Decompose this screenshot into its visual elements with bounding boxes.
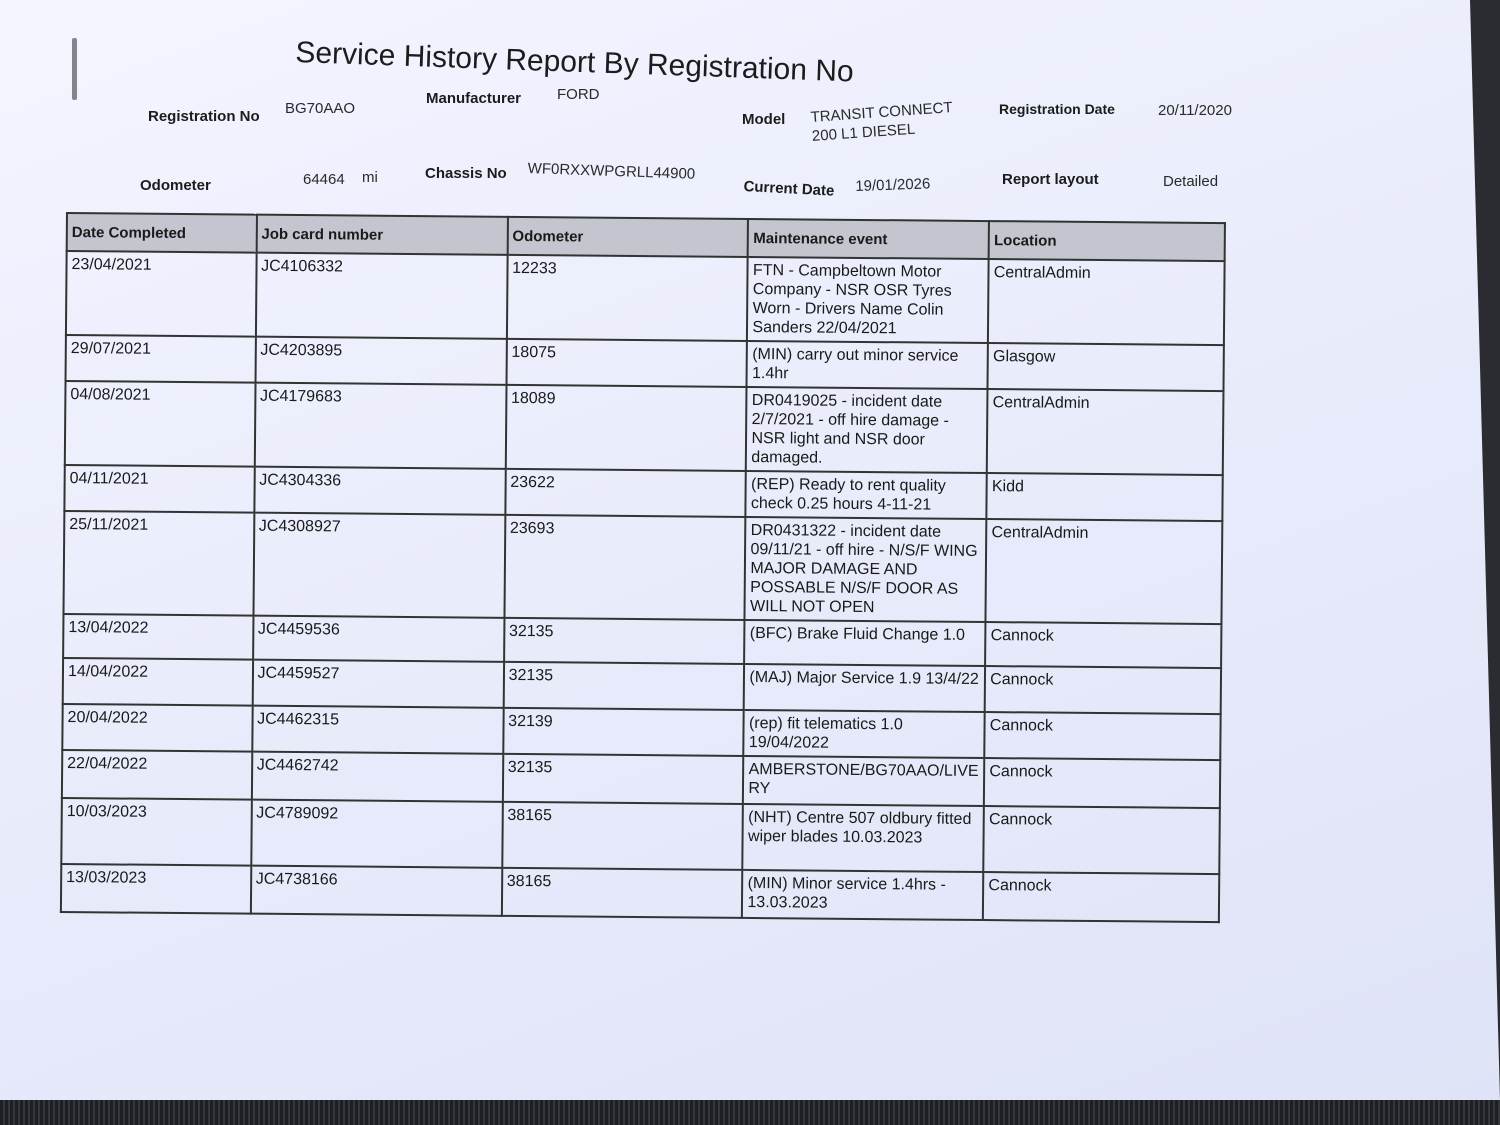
cell-location: Cannock <box>984 806 1220 874</box>
cell-date: 23/04/2021 <box>66 251 256 337</box>
cell-date: 20/04/2022 <box>62 704 252 752</box>
model-line-1: TRANSIT CONNECT <box>810 99 954 126</box>
cell-event: FTN - Campbeltown Motor Company - NSR OSR Tyres Worn - Drivers Name Colin Sanders 22/04/2021 <box>747 257 989 343</box>
cell-location: CentralAdmin <box>986 519 1223 624</box>
chassis-no-value: WF0RXXWPGRLL44900 <box>527 160 696 183</box>
cell-location: Kidd <box>987 473 1223 521</box>
report-layout-value: Detailed <box>1163 173 1219 190</box>
cell-event: (MIN) Minor service 1.4hrs - 13.03.2023 <box>742 870 983 920</box>
cell-event: DR0419025 - incident date 2/7/2021 - off hire damage - NSR light and NSR door damaged. <box>746 387 988 473</box>
cell-job: JC4203895 <box>255 337 506 385</box>
cell-odometer: 32135 <box>504 618 745 664</box>
cell-event: (BFC) Brake Fluid Change 1.0 <box>745 620 986 666</box>
registration-date-value: 20/11/2020 <box>1158 102 1232 119</box>
registration-no-value: BG70AAO <box>285 100 356 117</box>
cell-date: 10/03/2023 <box>61 798 251 866</box>
cell-location: Cannock <box>985 666 1221 714</box>
cell-event: (rep) fit telematics 1.0 19/04/2022 <box>744 710 985 758</box>
cell-job: JC4106332 <box>255 253 507 339</box>
cell-event: (NHT) Centre 507 oldbury fitted wiper blades 10.03.2023 <box>743 804 984 872</box>
cell-job: JC4462315 <box>252 706 503 754</box>
cell-date: 29/07/2021 <box>66 335 256 383</box>
odometer-unit: mi <box>362 169 378 186</box>
manufacturer-value: FORD <box>557 86 600 103</box>
cell-event: AMBERSTONE/BG70AAO/LIVERY <box>743 756 984 806</box>
odometer-value: 64464 <box>303 171 345 188</box>
cell-job: JC4179683 <box>254 383 506 469</box>
cell-date: 22/04/2022 <box>62 750 252 800</box>
cell-odometer: 23693 <box>504 515 746 620</box>
table-row <box>61 798 1220 874</box>
cell-location: CentralAdmin <box>988 259 1224 345</box>
cell-odometer: 32139 <box>503 708 744 756</box>
col-location: Location <box>989 221 1225 261</box>
cell-date: 04/11/2021 <box>64 465 254 513</box>
cell-odometer: 12233 <box>507 255 749 341</box>
cell-job: JC4462742 <box>251 752 502 802</box>
cell-job: JC4459536 <box>253 616 504 662</box>
registration-date-label: Registration Date <box>999 101 1115 117</box>
table-row <box>65 381 1224 475</box>
cell-location: Cannock <box>984 758 1220 808</box>
col-date-completed: Date Completed <box>67 213 257 253</box>
pen-mark <box>72 38 77 100</box>
odometer-label: Odometer <box>140 177 211 194</box>
background-surface <box>0 1100 1500 1125</box>
cell-date: 04/08/2021 <box>65 381 255 467</box>
cell-odometer: 32135 <box>503 662 744 710</box>
cell-location: Cannock <box>985 712 1221 760</box>
cell-job: JC4789092 <box>251 800 503 868</box>
cell-location: Glasgow <box>988 343 1224 391</box>
col-job-card-number: Job card number <box>256 215 507 255</box>
report-title: Service History Report By Registration No <box>294 36 855 89</box>
report-layout-label: Report layout <box>1002 171 1099 188</box>
cell-event: (REP) Ready to rent quality check 0.25 hours 4-11-21 <box>746 471 987 519</box>
cell-event: (MIN) carry out minor service 1.4hr <box>747 341 988 389</box>
cell-location: Cannock <box>983 872 1219 922</box>
cell-date: 13/03/2023 <box>61 864 251 914</box>
registration-no-label: Registration No <box>148 108 260 125</box>
table-row <box>63 511 1222 624</box>
col-odometer: Odometer <box>507 217 748 257</box>
col-maintenance-event: Maintenance event <box>748 219 989 259</box>
cell-date: 14/04/2022 <box>63 658 253 706</box>
cell-odometer: 18075 <box>506 339 747 387</box>
cell-odometer: 23622 <box>505 469 746 517</box>
cell-job: JC4304336 <box>254 467 505 515</box>
cell-job: JC4308927 <box>253 513 505 618</box>
cell-job: JC4459527 <box>252 660 503 708</box>
cell-odometer: 38165 <box>502 802 743 870</box>
table-row <box>66 251 1225 345</box>
cell-odometer: 32135 <box>503 754 744 804</box>
chassis-no-label: Chassis No <box>425 165 507 182</box>
current-date-value: 19/01/2026 <box>855 175 931 195</box>
cell-odometer: 18089 <box>505 385 747 471</box>
table-row <box>61 864 1219 922</box>
service-history-table <box>60 212 1226 923</box>
current-date-label: Current Date <box>743 178 835 200</box>
model-line-2: 200 L1 DIESEL <box>811 120 916 145</box>
cell-event: DR0431322 - incident date 09/11/21 - off hire - N/S/F WING MAJOR DAMAGE AND POSSABLE N/S/F DOOR AS WILL NOT OPEN <box>745 517 987 622</box>
model-label: Model <box>742 111 786 128</box>
cell-odometer: 38165 <box>502 868 743 918</box>
cell-job: JC4738166 <box>250 866 501 916</box>
cell-location: Cannock <box>985 622 1221 668</box>
cell-location: CentralAdmin <box>987 389 1223 475</box>
cell-date: 13/04/2022 <box>63 614 253 660</box>
cell-date: 25/11/2021 <box>63 511 253 616</box>
cell-event: (MAJ) Major Service 1.9 13/4/22 <box>744 664 985 712</box>
manufacturer-label: Manufacturer <box>426 90 522 107</box>
